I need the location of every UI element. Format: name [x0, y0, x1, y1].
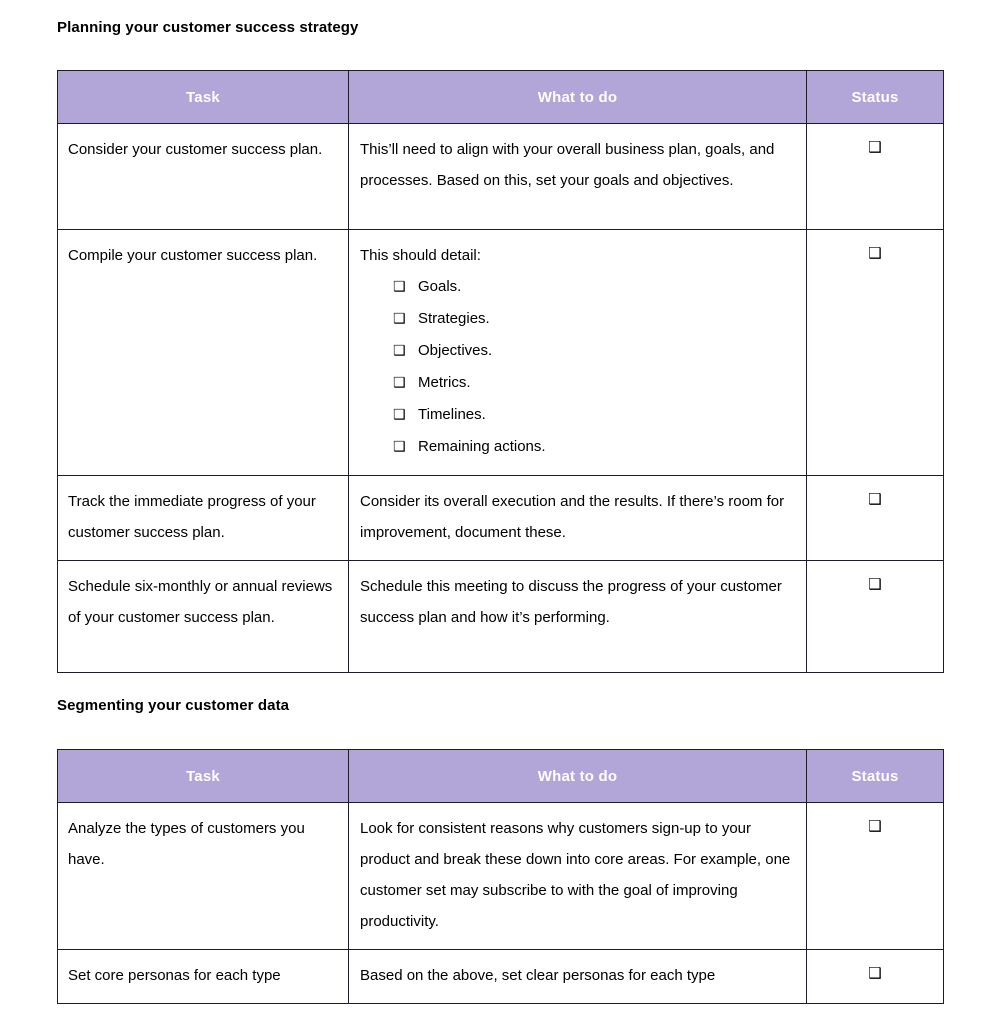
what-to-do-text: Consider its overall execution and the results. If there’s room for improvement, document these. — [360, 493, 785, 541]
sub-item-list — [360, 271, 794, 463]
sub-list-item-label: Timelines. — [418, 406, 486, 423]
column-header-task: Task — [58, 750, 349, 803]
sub-list-item-label: Metrics. — [418, 374, 471, 391]
what-to-do-cell — [349, 124, 807, 230]
checkbox-icon[interactable]: ❑ — [868, 244, 882, 262]
section-heading-planning: Planning your customer success strategy — [57, 19, 359, 36]
checkbox-bullet-icon[interactable]: ❑ — [393, 439, 406, 455]
table-row — [58, 950, 944, 1004]
task-cell: Analyze the types of customers you have. — [58, 803, 349, 950]
what-to-do-cell — [349, 803, 807, 950]
status-cell[interactable] — [807, 950, 944, 1004]
section-heading-segmenting: Segmenting your customer data — [57, 697, 290, 714]
status-cell[interactable] — [807, 803, 944, 950]
table-header-row — [58, 750, 944, 803]
planning-strategy-table — [57, 70, 944, 673]
status-cell[interactable] — [807, 476, 944, 561]
task-cell: Set core personas for each type — [58, 950, 349, 1004]
column-header-status: Status — [807, 71, 944, 124]
what-to-do-cell — [349, 561, 807, 673]
sub-list-item-label: Objectives. — [418, 342, 493, 359]
sub-list-item[interactable] — [393, 367, 794, 399]
what-to-do-cell — [349, 476, 807, 561]
column-header-task: Task — [58, 71, 349, 124]
table-row — [58, 561, 944, 673]
checkbox-bullet-icon[interactable]: ❑ — [393, 311, 406, 327]
what-to-do-text: Look for consistent reasons why customers sign-up to your product and break these down into core areas. For example, one customer set may subscribe to with the goal of improving productivity. — [360, 820, 791, 930]
status-cell[interactable] — [807, 230, 944, 476]
sub-list-item-label: Strategies. — [418, 310, 490, 327]
checkbox-bullet-icon[interactable]: ❑ — [393, 343, 406, 359]
checkbox-bullet-icon[interactable]: ❑ — [393, 279, 406, 295]
column-header-status: Status — [807, 750, 944, 803]
sub-list-item-label: Goals. — [418, 278, 462, 295]
column-header-what-to-do: What to do — [349, 71, 807, 124]
checkbox-icon[interactable]: ❑ — [868, 138, 882, 156]
sub-list-item[interactable] — [393, 335, 794, 367]
table-row — [58, 803, 944, 950]
checkbox-icon[interactable]: ❑ — [868, 575, 882, 593]
what-to-do-text: Schedule this meeting to discuss the progress of your customer success plan and how it’s performing. — [360, 578, 782, 626]
checkbox-icon[interactable]: ❑ — [868, 964, 882, 982]
status-cell[interactable] — [807, 124, 944, 230]
what-to-do-text: Based on the above, set clear personas for each type — [360, 967, 716, 984]
sub-list-item[interactable] — [393, 399, 794, 431]
status-cell[interactable] — [807, 561, 944, 673]
checkbox-bullet-icon[interactable]: ❑ — [393, 407, 406, 423]
segmenting-customer-data-table — [57, 749, 944, 1004]
task-cell: Compile your customer success plan. — [58, 230, 349, 476]
what-to-do-cell — [349, 950, 807, 1004]
table-row — [58, 124, 944, 230]
what-to-do-text: This’ll need to align with your overall business plan, goals, and processes. Based on this, set your goals and objectives. — [360, 141, 775, 189]
what-to-do-text: This should detail: — [360, 247, 481, 264]
checkbox-bullet-icon[interactable]: ❑ — [393, 375, 406, 391]
sub-list-item[interactable] — [393, 303, 794, 335]
checkbox-icon[interactable]: ❑ — [868, 490, 882, 508]
task-cell: Schedule six-monthly or annual reviews of your customer success plan. — [58, 561, 349, 673]
task-cell: Consider your customer success plan. — [58, 124, 349, 230]
what-to-do-cell — [349, 230, 807, 476]
sub-list-item-label: Remaining actions. — [418, 438, 546, 455]
table-row — [58, 476, 944, 561]
column-header-what-to-do: What to do — [349, 750, 807, 803]
checkbox-icon[interactable]: ❑ — [868, 817, 882, 835]
sub-list-item[interactable] — [393, 271, 794, 303]
sub-list-item[interactable] — [393, 431, 794, 463]
table-header-row — [58, 71, 944, 124]
table-row — [58, 230, 944, 476]
task-cell: Track the immediate progress of your customer success plan. — [58, 476, 349, 561]
